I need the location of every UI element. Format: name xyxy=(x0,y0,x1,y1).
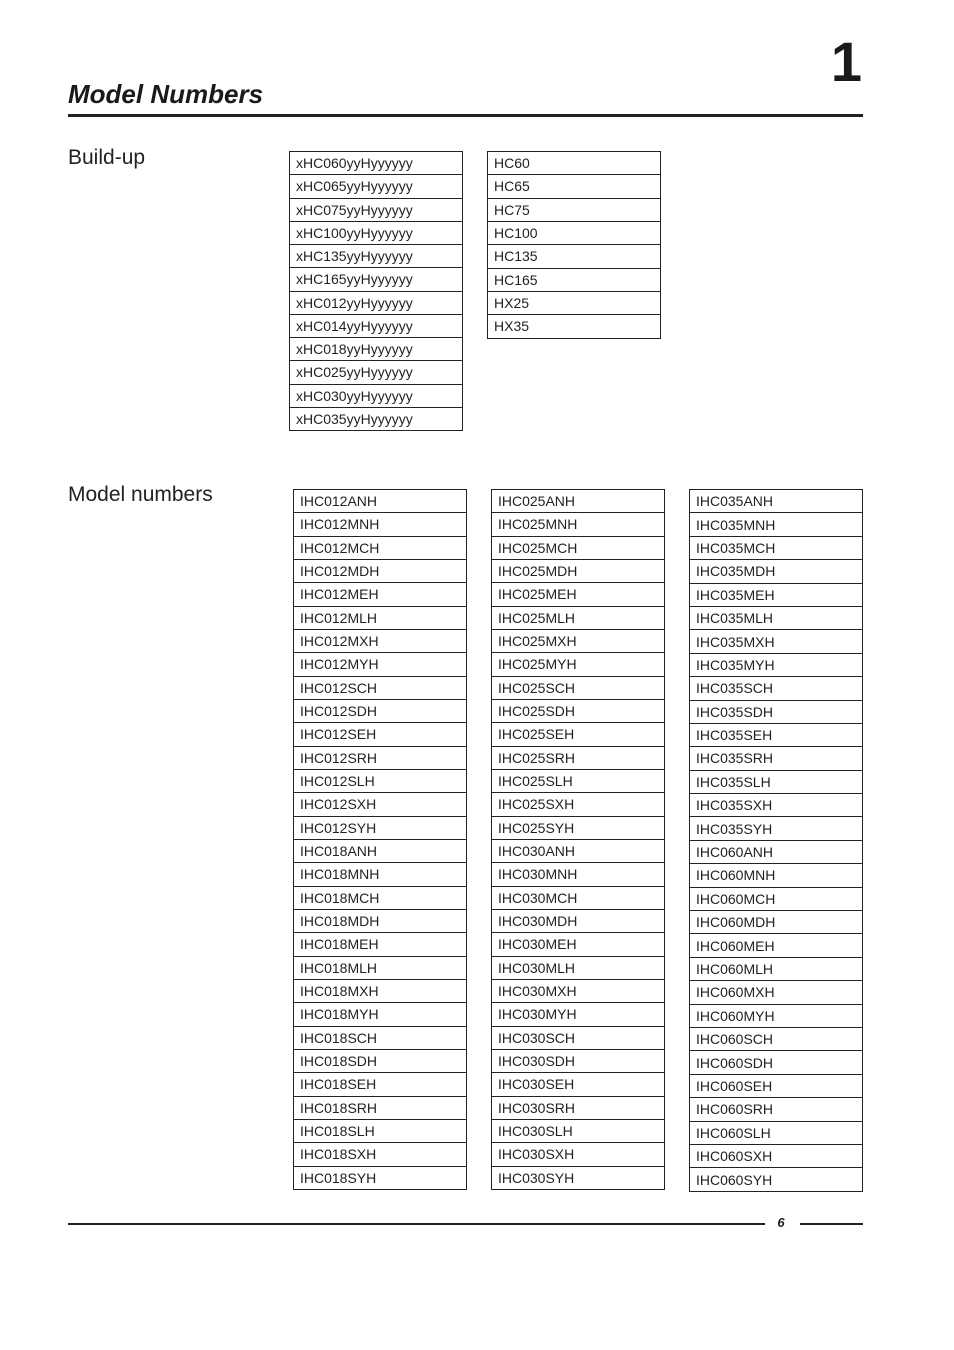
model-code-cell: IHC060ANH xyxy=(690,840,863,863)
series-table xyxy=(487,151,661,339)
model-code-cell: IHC030SDH xyxy=(492,1049,665,1072)
model-code-cell: IHC018MLH xyxy=(294,956,467,979)
table-row xyxy=(488,221,661,244)
model-code-cell: IHC035SLH xyxy=(690,770,863,793)
model-code-cell: IHC012MXH xyxy=(294,629,467,652)
model-table-1 xyxy=(293,489,467,1190)
model-code-cell: xHC100yyHyyyyyy xyxy=(290,221,463,244)
table-row xyxy=(492,793,665,816)
table-row xyxy=(290,152,463,175)
table-row xyxy=(690,513,863,536)
table-row xyxy=(290,198,463,221)
table-row xyxy=(492,653,665,676)
table-row xyxy=(492,956,665,979)
table-row xyxy=(492,1073,665,1096)
model-code-cell: IHC060MYH xyxy=(690,1004,863,1027)
table-row xyxy=(690,934,863,957)
table-row xyxy=(290,314,463,337)
model-code-cell: xHC030yyHyyyyyy xyxy=(290,384,463,407)
model-code-cell: IHC060SEH xyxy=(690,1074,863,1097)
model-code-cell: xHC165yyHyyyyyy xyxy=(290,268,463,291)
table-row xyxy=(690,817,863,840)
table-row xyxy=(690,653,863,676)
table-row xyxy=(290,221,463,244)
model-code-cell: xHC060yyHyyyyyy xyxy=(290,152,463,175)
model-code-cell: IHC060MEH xyxy=(690,934,863,957)
model-code-cell: IHC018MXH xyxy=(294,979,467,1002)
model-code-cell: xHC035yyHyyyyyy xyxy=(290,407,463,430)
model-code-cell: IHC035SEH xyxy=(690,723,863,746)
model-rows-2 xyxy=(492,490,665,1190)
model-code-cell: IHC025MYH xyxy=(492,653,665,676)
table-row xyxy=(488,198,661,221)
table-row xyxy=(294,1073,467,1096)
model-code-cell: IHC025MEH xyxy=(492,583,665,606)
table-row xyxy=(492,699,665,722)
table-row xyxy=(290,175,463,198)
table-row xyxy=(290,338,463,361)
model-code-cell: xHC014yyHyyyyyy xyxy=(290,314,463,337)
table-row xyxy=(492,583,665,606)
table-row xyxy=(294,816,467,839)
table-row xyxy=(690,1098,863,1121)
model-code-cell: IHC025MLH xyxy=(492,606,665,629)
model-code-cell: xHC025yyHyyyyyy xyxy=(290,361,463,384)
table-row xyxy=(492,839,665,862)
table-row xyxy=(488,268,661,291)
table-row xyxy=(488,152,661,175)
table-row xyxy=(294,1096,467,1119)
table-row xyxy=(294,863,467,886)
model-code-cell: IHC018MCH xyxy=(294,886,467,909)
title-divider xyxy=(68,114,863,117)
model-code-cell: IHC012MNH xyxy=(294,513,467,536)
table-row xyxy=(294,723,467,746)
model-code-cell: IHC035MLH xyxy=(690,606,863,629)
model-code-cell: IHC060MDH xyxy=(690,911,863,934)
table-row xyxy=(294,839,467,862)
model-code-cell: IHC012ANH xyxy=(294,490,467,513)
table-row xyxy=(492,559,665,582)
model-code-cell: IHC030ANH xyxy=(492,839,665,862)
table-row xyxy=(294,490,467,513)
table-row xyxy=(294,1143,467,1166)
table-row xyxy=(492,536,665,559)
model-code-cell: IHC060SDH xyxy=(690,1051,863,1074)
table-row xyxy=(690,1051,863,1074)
table-row xyxy=(492,1003,665,1026)
model-code-cell: xHC135yyHyyyyyy xyxy=(290,245,463,268)
table-row xyxy=(690,536,863,559)
model-code-cell: IHC035SDH xyxy=(690,700,863,723)
table-row xyxy=(690,887,863,910)
model-code-cell: IHC035MXH xyxy=(690,630,863,653)
table-row xyxy=(690,1168,863,1191)
model-code-cell: IHC018MDH xyxy=(294,909,467,932)
model-code-cell: IHC018MNH xyxy=(294,863,467,886)
table-row xyxy=(492,629,665,652)
model-code-cell: IHC012SDH xyxy=(294,699,467,722)
chapter-number: 1 xyxy=(830,30,862,93)
table-row xyxy=(492,1049,665,1072)
model-code-cell: HX35 xyxy=(488,315,661,338)
model-code-cell: IHC018SLH xyxy=(294,1119,467,1142)
buildup-heading: Build-up xyxy=(68,146,146,169)
model-code-cell: IHC060MXH xyxy=(690,981,863,1004)
model-code-cell: IHC025MNH xyxy=(492,513,665,536)
model-code-cell: IHC060SLH xyxy=(690,1121,863,1144)
model-code-cell: IHC030SXH xyxy=(492,1143,665,1166)
table-row xyxy=(294,909,467,932)
table-row xyxy=(492,1026,665,1049)
model-numbers-heading: Model numbers xyxy=(68,483,213,506)
model-code-cell: HX25 xyxy=(488,291,661,314)
model-code-cell: IHC025SRH xyxy=(492,746,665,769)
model-code-cell: IHC012SXH xyxy=(294,793,467,816)
model-code-cell: IHC035SCH xyxy=(690,677,863,700)
model-code-cell: IHC030MNH xyxy=(492,863,665,886)
model-code-cell: IHC018MYH xyxy=(294,1003,467,1026)
table-row xyxy=(492,723,665,746)
model-code-cell: IHC025MCH xyxy=(492,536,665,559)
model-code-cell: IHC030MDH xyxy=(492,909,665,932)
model-code-cell: IHC030MLH xyxy=(492,956,665,979)
table-row xyxy=(492,886,665,909)
model-code-cell: HC165 xyxy=(488,268,661,291)
model-code-cell: IHC025MDH xyxy=(492,559,665,582)
table-row xyxy=(492,490,665,513)
table-row xyxy=(690,840,863,863)
model-code-cell: IHC035ANH xyxy=(690,490,863,513)
model-code-cell: HC65 xyxy=(488,175,661,198)
model-code-cell: IHC018SDH xyxy=(294,1049,467,1072)
model-code-cell: IHC018SCH xyxy=(294,1026,467,1049)
table-row xyxy=(690,606,863,629)
table-row xyxy=(690,700,863,723)
table-row xyxy=(294,979,467,1002)
model-code-cell: IHC025SEH xyxy=(492,723,665,746)
table-row xyxy=(690,770,863,793)
model-code-cell: IHC012SRH xyxy=(294,746,467,769)
model-code-cell: IHC060MCH xyxy=(690,887,863,910)
model-code-cell: IHC012MEH xyxy=(294,583,467,606)
buildup-code-table xyxy=(289,151,463,431)
table-row xyxy=(294,653,467,676)
model-code-cell: IHC030SLH xyxy=(492,1119,665,1142)
table-row xyxy=(290,361,463,384)
table-row xyxy=(690,864,863,887)
table-row xyxy=(690,490,863,513)
table-row xyxy=(690,560,863,583)
table-row xyxy=(690,630,863,653)
footer-divider-left xyxy=(68,1223,765,1225)
table-row xyxy=(492,513,665,536)
model-code-cell: IHC030SRH xyxy=(492,1096,665,1119)
table-row xyxy=(492,1166,665,1189)
model-code-cell: IHC025SDH xyxy=(492,699,665,722)
model-code-cell: IHC030SYH xyxy=(492,1166,665,1189)
table-row xyxy=(294,956,467,979)
table-row xyxy=(690,1074,863,1097)
table-row xyxy=(290,407,463,430)
table-row xyxy=(488,315,661,338)
model-code-cell: IHC060SYH xyxy=(690,1168,863,1191)
page-title: Model Numbers xyxy=(68,79,264,109)
table-row xyxy=(488,291,661,314)
model-code-cell: IHC035SXH xyxy=(690,794,863,817)
table-row xyxy=(690,981,863,1004)
table-row xyxy=(690,911,863,934)
table-row xyxy=(294,629,467,652)
model-code-cell: xHC075yyHyyyyyy xyxy=(290,198,463,221)
table-row xyxy=(294,559,467,582)
table-row xyxy=(492,863,665,886)
model-code-cell: IHC018ANH xyxy=(294,839,467,862)
model-code-cell: IHC012SEH xyxy=(294,723,467,746)
model-code-cell: IHC035MEH xyxy=(690,583,863,606)
table-row xyxy=(294,699,467,722)
table-row xyxy=(488,245,661,268)
model-code-cell: IHC030MCH xyxy=(492,886,665,909)
page-number: 6 xyxy=(777,1215,785,1230)
model-code-cell: IHC012MYH xyxy=(294,653,467,676)
table-row xyxy=(294,676,467,699)
model-table-2 xyxy=(491,489,665,1190)
model-code-cell: IHC012MCH xyxy=(294,536,467,559)
model-rows-3 xyxy=(690,490,863,1192)
model-code-cell: IHC025SCH xyxy=(492,676,665,699)
model-code-cell: IHC025SYH xyxy=(492,816,665,839)
table-row xyxy=(488,175,661,198)
table-row xyxy=(690,747,863,770)
model-code-cell: IHC012SCH xyxy=(294,676,467,699)
model-code-cell: IHC030SEH xyxy=(492,1073,665,1096)
table-row xyxy=(492,1119,665,1142)
model-code-cell: IHC012MDH xyxy=(294,559,467,582)
table-row xyxy=(294,1003,467,1026)
model-code-cell: IHC025SLH xyxy=(492,769,665,792)
table-row xyxy=(290,245,463,268)
model-code-cell: IHC060SRH xyxy=(690,1098,863,1121)
model-code-cell: HC75 xyxy=(488,198,661,221)
table-row xyxy=(690,583,863,606)
table-row xyxy=(294,1026,467,1049)
table-row xyxy=(690,1027,863,1050)
model-code-cell: IHC018SXH xyxy=(294,1143,467,1166)
table-row xyxy=(492,676,665,699)
model-code-cell: IHC035MCH xyxy=(690,536,863,559)
model-code-cell: IHC035MYH xyxy=(690,653,863,676)
model-code-cell: IHC018SRH xyxy=(294,1096,467,1119)
table-row xyxy=(690,723,863,746)
table-row xyxy=(294,606,467,629)
table-row xyxy=(294,746,467,769)
table-row xyxy=(294,793,467,816)
table-row xyxy=(492,606,665,629)
model-code-cell: xHC018yyHyyyyyy xyxy=(290,338,463,361)
table-row xyxy=(690,794,863,817)
model-code-cell: IHC018SEH xyxy=(294,1073,467,1096)
model-code-cell: IHC030MEH xyxy=(492,933,665,956)
model-code-cell: IHC012MLH xyxy=(294,606,467,629)
table-row xyxy=(492,816,665,839)
model-code-cell: IHC060SXH xyxy=(690,1144,863,1167)
table-row xyxy=(492,1096,665,1119)
series-rows xyxy=(488,152,661,339)
table-row xyxy=(290,291,463,314)
model-code-cell: IHC035SRH xyxy=(690,747,863,770)
model-code-cell: IHC030MYH xyxy=(492,1003,665,1026)
model-code-cell: IHC025SXH xyxy=(492,793,665,816)
table-row xyxy=(492,909,665,932)
table-row xyxy=(492,1143,665,1166)
table-row xyxy=(294,583,467,606)
table-row xyxy=(492,979,665,1002)
table-row xyxy=(492,933,665,956)
table-row xyxy=(294,1049,467,1072)
model-table-3 xyxy=(689,489,863,1192)
model-code-cell: IHC025ANH xyxy=(492,490,665,513)
table-row xyxy=(690,1004,863,1027)
table-row xyxy=(290,384,463,407)
model-code-cell: IHC012SYH xyxy=(294,816,467,839)
model-code-cell: IHC035MNH xyxy=(690,513,863,536)
table-row xyxy=(690,1121,863,1144)
model-code-cell: IHC035SYH xyxy=(690,817,863,840)
model-code-cell: xHC065yyHyyyyyy xyxy=(290,175,463,198)
table-row xyxy=(492,769,665,792)
model-rows-1 xyxy=(294,490,467,1190)
model-code-cell: HC135 xyxy=(488,245,661,268)
model-code-cell: IHC060SCH xyxy=(690,1027,863,1050)
model-code-cell: IHC030SCH xyxy=(492,1026,665,1049)
table-row xyxy=(492,746,665,769)
table-row xyxy=(294,1166,467,1189)
table-row xyxy=(290,268,463,291)
model-code-cell: IHC018MEH xyxy=(294,933,467,956)
model-code-cell: IHC060MNH xyxy=(690,864,863,887)
table-row xyxy=(294,513,467,536)
buildup-code-rows xyxy=(290,152,463,431)
table-row xyxy=(690,957,863,980)
footer-divider-right xyxy=(800,1223,863,1225)
table-row xyxy=(294,933,467,956)
table-row xyxy=(690,1144,863,1167)
table-row xyxy=(690,677,863,700)
model-code-cell: HC100 xyxy=(488,221,661,244)
model-code-cell: IHC012SLH xyxy=(294,769,467,792)
model-code-cell: IHC060MLH xyxy=(690,957,863,980)
model-code-cell: HC60 xyxy=(488,152,661,175)
model-code-cell: IHC025MXH xyxy=(492,629,665,652)
model-code-cell: IHC030MXH xyxy=(492,979,665,1002)
model-code-cell: IHC018SYH xyxy=(294,1166,467,1189)
table-row xyxy=(294,886,467,909)
table-row xyxy=(294,536,467,559)
table-row xyxy=(294,1119,467,1142)
model-code-cell: xHC012yyHyyyyyy xyxy=(290,291,463,314)
model-code-cell: IHC035MDH xyxy=(690,560,863,583)
table-row xyxy=(294,769,467,792)
